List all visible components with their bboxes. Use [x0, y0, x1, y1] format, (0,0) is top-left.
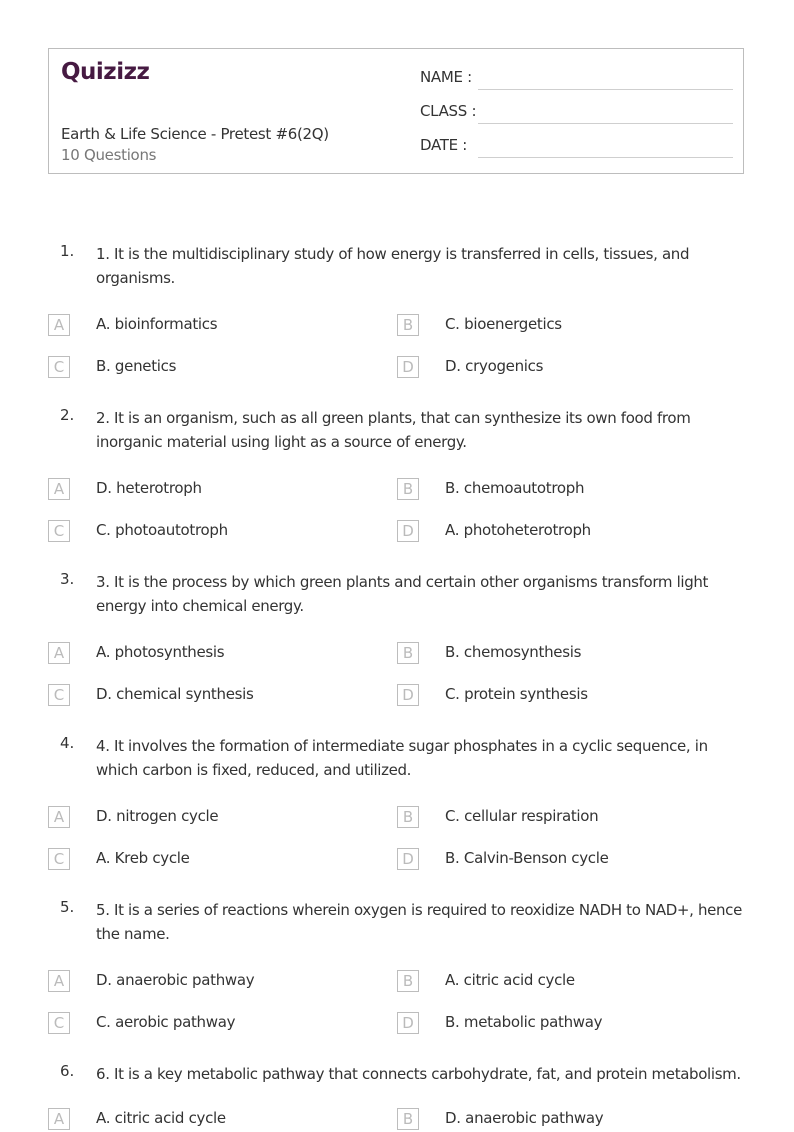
- option-letter-box[interactable]: A: [48, 642, 70, 664]
- question-count: 10 Questions: [61, 146, 157, 164]
- question-text: 1. It is the multidisciplinary study of how energy is transferred in cells, tissues, and organisms.: [96, 245, 690, 287]
- option-text: D. anaerobic pathway: [96, 971, 255, 989]
- option-letter-box[interactable]: C: [48, 356, 70, 378]
- option-text: B. genetics: [96, 357, 177, 375]
- option-letter-box[interactable]: D: [397, 520, 419, 542]
- question-text: 2. It is an organism, such as all green plants, that can synthesize its own food from inorganic material using light as a source of energy.: [96, 409, 691, 451]
- option-letter-box[interactable]: A: [48, 806, 70, 828]
- worksheet-header: [48, 48, 744, 174]
- option-letter-box[interactable]: C: [48, 1012, 70, 1034]
- option-text: B. chemosynthesis: [445, 643, 582, 661]
- option-text: A. citric acid cycle: [445, 971, 575, 989]
- option-text: D. heterotroph: [96, 479, 202, 497]
- option-text: C. cellular respiration: [445, 807, 599, 825]
- option-letter-box[interactable]: A: [48, 314, 70, 336]
- name-label: NAME :: [420, 68, 472, 86]
- name-line[interactable]: [478, 89, 733, 90]
- option-text: C. photoautotroph: [96, 521, 228, 539]
- class-label: CLASS :: [420, 102, 477, 120]
- date-line[interactable]: [478, 157, 733, 158]
- option-letter-box[interactable]: D: [397, 684, 419, 706]
- option-letter-box[interactable]: D: [397, 848, 419, 870]
- option-text: D. nitrogen cycle: [96, 807, 219, 825]
- option-text: B. chemoautotroph: [445, 479, 585, 497]
- option-letter-box[interactable]: B: [397, 642, 419, 664]
- option-text: D. cryogenics: [445, 357, 544, 375]
- option-letter-box[interactable]: B: [397, 970, 419, 992]
- option-text: A. photoheterotroph: [445, 521, 591, 539]
- question-text: 4. It involves the formation of intermediate sugar phosphates in a cyclic sequence, in which carbon is fixed, reduced, and utilized.: [96, 737, 708, 779]
- option-letter-box[interactable]: D: [397, 356, 419, 378]
- option-letter-box[interactable]: A: [48, 478, 70, 500]
- option-letter-box[interactable]: B: [397, 1108, 419, 1130]
- option-text: D. anaerobic pathway: [445, 1109, 604, 1127]
- option-letter-box[interactable]: A: [48, 970, 70, 992]
- quizizz-logo: Quizizz: [61, 59, 150, 85]
- option-text: B. metabolic pathway: [445, 1013, 603, 1031]
- option-text: A. citric acid cycle: [96, 1109, 226, 1127]
- question-text: 5. It is a series of reactions wherein oxygen is required to reoxidize NADH to NAD+, hence the name.: [96, 901, 742, 943]
- question-text: 6. It is a key metabolic pathway that connects carbohydrate, fat, and protein metabolism.: [96, 1065, 741, 1083]
- question-number: 1.: [60, 242, 75, 260]
- option-text: D. chemical synthesis: [96, 685, 254, 703]
- option-text: A. bioinformatics: [96, 315, 218, 333]
- question-number: 3.: [60, 570, 75, 588]
- option-letter-box[interactable]: C: [48, 848, 70, 870]
- date-label: DATE :: [420, 136, 468, 154]
- option-text: C. protein synthesis: [445, 685, 588, 703]
- option-letter-box[interactable]: B: [397, 314, 419, 336]
- question-number: 2.: [60, 406, 75, 424]
- option-text: C. bioenergetics: [445, 315, 562, 333]
- question-text: 3. It is the process by which green plants and certain other organisms transform light energy into chemical energy.: [96, 573, 709, 615]
- option-text: C. aerobic pathway: [96, 1013, 236, 1031]
- option-letter-box[interactable]: A: [48, 1108, 70, 1130]
- option-letter-box[interactable]: C: [48, 520, 70, 542]
- question-number: 4.: [60, 734, 75, 752]
- option-letter-box[interactable]: D: [397, 1012, 419, 1034]
- question-number: 6.: [60, 1062, 75, 1080]
- question-number: 5.: [60, 898, 75, 916]
- worksheet-title: Earth & Life Science - Pretest #6(2Q): [61, 125, 329, 143]
- option-letter-box[interactable]: C: [48, 684, 70, 706]
- option-text: A. Kreb cycle: [96, 849, 190, 867]
- option-letter-box[interactable]: B: [397, 478, 419, 500]
- option-letter-box[interactable]: B: [397, 806, 419, 828]
- class-line[interactable]: [478, 123, 733, 124]
- option-text: B. Calvin-Benson cycle: [445, 849, 609, 867]
- option-text: A. photosynthesis: [96, 643, 225, 661]
